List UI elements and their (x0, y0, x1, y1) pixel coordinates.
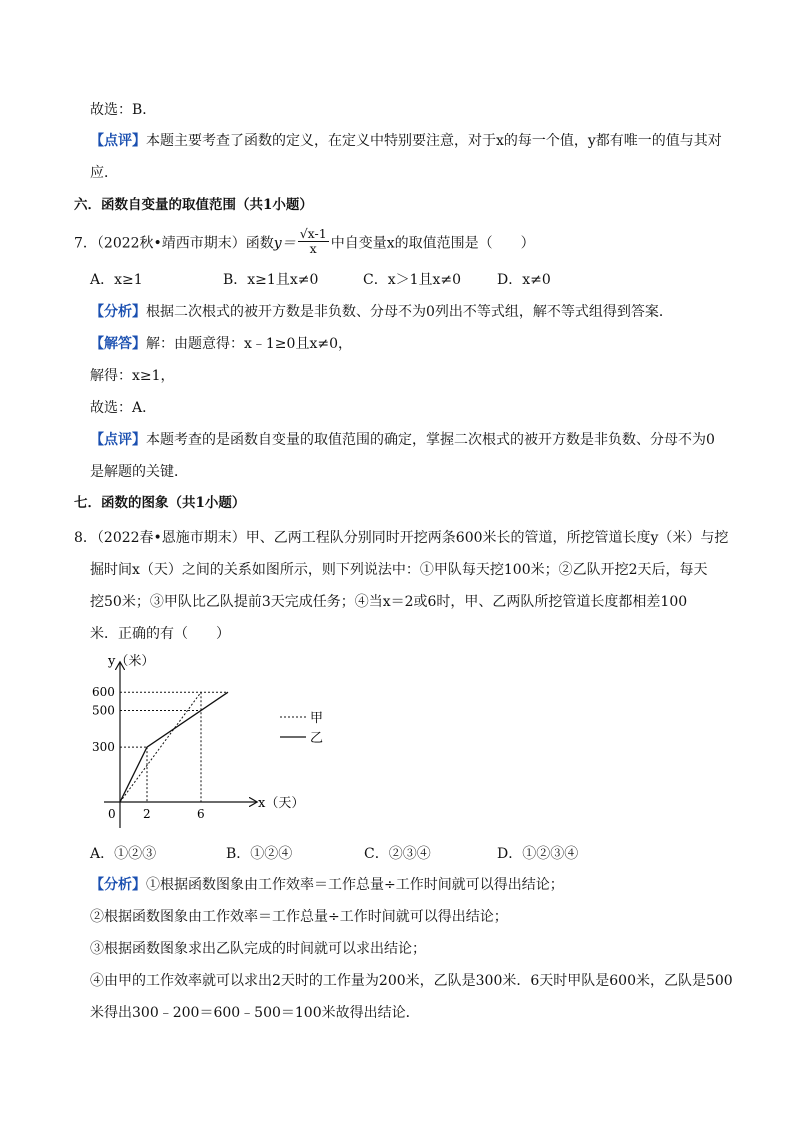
q8-option-a: A．①②③ (90, 846, 157, 862)
y-tick-label: 600 (92, 685, 115, 700)
q7-option-b: B．x≥1且x≠0 (223, 272, 319, 288)
legend-label: 甲 (310, 711, 324, 726)
x-axis-label: x（天） (258, 796, 305, 811)
q8-analysis-2: ②根据函数图象由工作效率＝工作总量÷工作时间就可以得出结论； (90, 909, 508, 925)
y-axis-label: y（米） (108, 654, 155, 669)
q7-analysis-text: 根据二次根式的被开方数是非负数、分母不为0列出不等式组，解不等式组得到答案． (146, 304, 673, 320)
q7-option-c: C．x＞1且x≠0 (363, 272, 462, 288)
q7-analysis (90, 302, 673, 322)
q8-analysis-3: ③根据函数图象求出乙队完成的时间就可以求出结论； (90, 941, 426, 957)
q8-analysis-5: 米得出300﹣200＝600﹣500＝100米故得出结论． (90, 1005, 420, 1021)
q8-line-2: 掘时间x（天）之间的关系如图所示，则下列说法中：①甲队每天挖100米；②乙队开挖2天后，每天 (90, 562, 708, 578)
q8-analysis-1 (90, 875, 564, 895)
x-tick-label: 2 (143, 807, 151, 821)
q6-comment-cont: 应． (90, 165, 118, 181)
section-7-title: 七．函数的图象（共1小题） (74, 495, 246, 511)
y-tick-label: 300 (92, 740, 115, 755)
q8-line-1: 8．（2022春•恩施市期末）甲、乙两工程队分别同时开挖两条600米长的管道，所挖管道长度y（米）与挖 (74, 530, 729, 546)
q7-comment-text: 本题考查的是函数自变量的取值范围的确定，掌握二次根式的被开方数是非负数、分母不为0 (146, 432, 715, 448)
q7-frac-num: √x-1 (299, 226, 327, 241)
q8-graph (80, 645, 340, 830)
q6-comment-tag: 【点评】 (90, 133, 146, 149)
origin-label: 0 (108, 807, 116, 821)
q8-option-b: B．①②④ (226, 846, 293, 862)
q7-stem (74, 226, 535, 258)
q7-solution-tag: 【解答】 (90, 336, 146, 352)
q8-line-4: 米．正确的有（ ） (90, 626, 230, 642)
q8-option-c: C．②③④ (364, 846, 431, 862)
q7-comment-cont: 是解题的关键． (90, 464, 188, 480)
q8-option-d: D．①②③④ (497, 846, 579, 862)
q7-analysis-tag: 【分析】 (90, 304, 146, 320)
q6-comment (90, 131, 722, 151)
q7-solution-text: 解：由题意得：x﹣1≥0且x≠0， (146, 336, 352, 352)
q7-comment (90, 430, 715, 450)
q6-answer: 故选：B． (90, 102, 157, 118)
q8-analysis-a1: ①根据函数图象由工作效率＝工作总量÷工作时间就可以得出结论； (146, 877, 564, 893)
q7-option-a: A．x≥1 (90, 272, 143, 288)
q7-option-d: D．x≠0 (497, 272, 551, 288)
q8-analysis-4: ④由甲的工作效率就可以求出2天时的工作量为200米，乙队是300米．6天时甲队是600米，乙队是500 (90, 973, 733, 989)
q7-frac-den: x (309, 241, 317, 256)
q7-prefix: 7．（2022秋•靖西市期末）函数 (74, 235, 274, 252)
section-6-title: 六．函数自变量的取值范围（共1小题） (74, 197, 313, 213)
q8-analysis-tag: 【分析】 (90, 877, 146, 893)
q7-func-lhs: y＝ (273, 235, 296, 252)
q7-solution (90, 334, 352, 354)
q7-answer: 故选：A． (90, 400, 157, 416)
q7-fraction (298, 227, 329, 256)
q8-line-3: 挖50米；③甲队比乙队提前3天完成任务；④当x＝2或6时，甲、乙两队所挖管道长度都相差100 (90, 594, 688, 610)
legend-label: 乙 (310, 731, 324, 746)
q6-comment-text: 本题主要考查了函数的定义，在定义中特别要注意，对于x的每一个值，y都有唯一的值与其对 (146, 133, 722, 149)
q7-comment-tag: 【点评】 (90, 432, 146, 448)
y-tick-label: 500 (92, 703, 115, 718)
x-tick-label: 6 (197, 807, 205, 821)
q7-solve-line: 解得：x≥1， (90, 368, 175, 384)
q7-suffix: 中自变量x的取值范围是（ ） (330, 235, 535, 252)
